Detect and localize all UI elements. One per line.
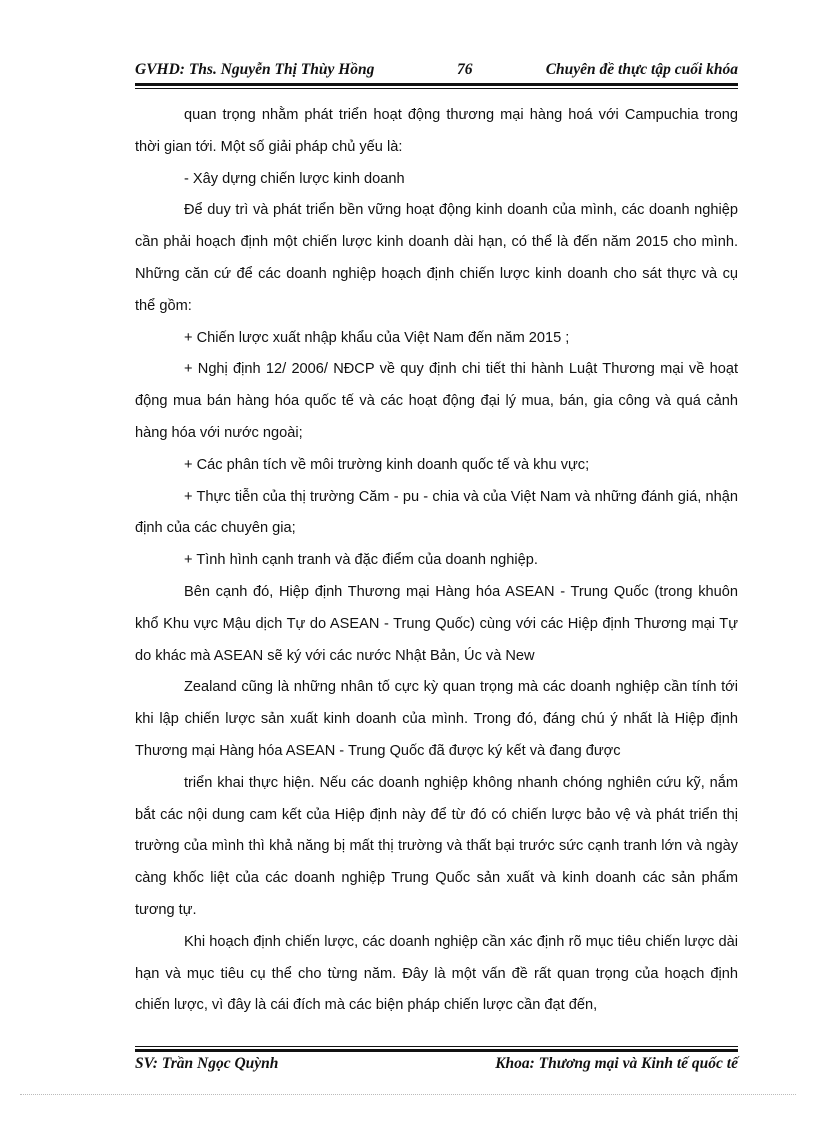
header-rule-thin — [135, 88, 738, 89]
page-header — [135, 58, 738, 84]
footer-faculty: Khoa: Thương mại và Kinh tế quốc tế — [495, 1055, 738, 1072]
paragraph: Để duy trì và phát triển bền vững hoạt động kinh doanh của mình, các doanh nghiệp cần phải hoạch định một chiến lược kinh doanh dài hạn, có thể là đến năm 2015 cho mình. Những căn cứ để các doanh nghiệp hoạch định chiến lược kinh doanh cho sát thực và cụ thể gồm: — [135, 202, 738, 314]
paragraph: Khi hoạch định chiến lược, các doanh nghiệp cần xác định rõ mục tiêu chiến lược dài hạn và mục tiêu cụ thể cho từng năm. Đây là một vấn đề rất quan trọng của hoạch định chiến lược, vì đây là cái đích mà các biện pháp chiến lược cần đạt đến, — [135, 933, 738, 1014]
footer-rule-thin — [135, 1046, 738, 1047]
list-item: + Thực tiễn của thị trường Căm - pu - chia và của Việt Nam và những đánh giá, nhận định của các chuyên gia; — [135, 488, 738, 537]
paragraph: - Xây dựng chiến lược kinh doanh — [184, 170, 405, 187]
paragraph: triển khai thực hiện. Nếu các doanh nghiệp không nhanh chóng nghiên cứu kỹ, nắm bắt các nội dung cam kết của Hiệp định này để từ đó có chiến lược bảo vệ và phát triển thị trường của mình thì khả năng bị mất thị trường và thất bại trước sức cạnh tranh lớn và ngày càng khốc liệt của các doanh nghiệp Trung Quốc sản xuất và kinh doanh các sản phẩm tương tự. — [135, 774, 738, 918]
page-number: 76 — [457, 61, 473, 78]
list-item: + Chiến lược xuất nhập khẩu của Việt Nam đến năm 2015 ; — [184, 329, 570, 346]
paragraph: Bên cạnh đó, Hiệp định Thương mại Hàng hóa ASEAN - Trung Quốc (trong khuôn khổ Khu vực Mậu dịch Tự do ASEAN - Trung Quốc) cùng với các Hiệp định Thương mại Tự do khác mà ASEAN sẽ ký với các nước Nhật Bản, Úc và New — [135, 583, 738, 664]
list-item: + Các phân tích về môi trường kinh doanh quốc tế và khu vực; — [184, 456, 590, 473]
footer-rule-thick — [135, 1049, 738, 1052]
document-body — [135, 100, 738, 1022]
header-title: Chuyên đề thực tập cuối khóa — [545, 61, 738, 78]
paragraph: quan trọng nhằm phát triển hoạt động thương mại hàng hoá với Campuchia trong thời gian tới. Một số giải pháp chủ yếu là: — [135, 107, 738, 155]
list-item: + Tình hình cạnh tranh và đặc điểm của doanh nghiệp. — [184, 552, 538, 569]
header-advisor: GVHD: Ths. Nguyễn Thị Thùy Hồng — [135, 61, 375, 78]
footer-student: SV: Trần Ngọc Quỳnh — [135, 1055, 279, 1072]
header-rule-thick — [135, 83, 738, 86]
list-item: + Nghị định 12/ 2006/ NĐCP về quy định chi tiết thi hành Luật Thương mại về hoạt động mua bán hàng hóa quốc tế và các hoạt động đại lý mua, bán, gia công và quá cảnh hàng hóa với nước ngoài; — [135, 361, 738, 441]
paragraph: Zealand cũng là những nhân tố cực kỳ quan trọng mà các doanh nghiệp cần tính tới khi lập chiến lược sản xuất kinh doanh của mình. Trong đó, đáng chú ý nhất là Hiệp định Thương mại Hàng hóa ASEAN - Trung Quốc đã được ký kết và đang được — [135, 679, 738, 759]
page-edge-divider — [20, 1094, 796, 1095]
